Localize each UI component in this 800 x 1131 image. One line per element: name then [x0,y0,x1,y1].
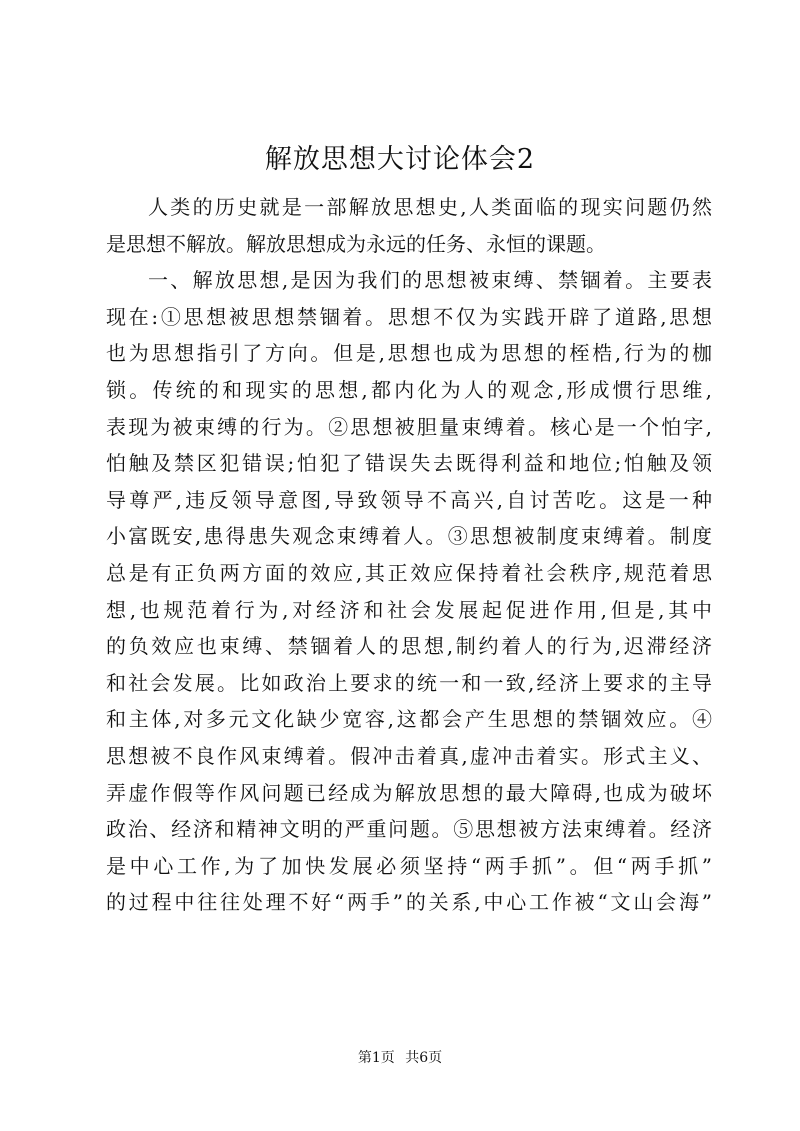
text-line: 是中心工作,为了加快发展必须坚持“两手抓”。但“两手抓” [106,853,712,878]
text-line: 和社会发展。比如政治上要求的统一和一致,经济上要求的主导 [106,670,712,695]
text-line: 政治、经济和精神文明的严重问题。⑤思想被方法束缚着。经济 [106,817,712,842]
text-line: 现在:①思想被思想禁锢着。思想不仅为实践开辟了道路,思想 [106,304,712,329]
text-line: 锁。传统的和现实的思想,都内化为人的观念,形成惯行思维, [106,377,712,402]
text-line: 人类的历史就是一部解放思想史,人类面临的现实问题仍然 [148,195,712,219]
text-line: 总是有正负两方面的效应,其正效应保持着社会秩序,规范着思 [106,560,712,585]
document-title: 解放思想大讨论体会2 [264,144,536,175]
page-total: 共6页 [405,1050,443,1066]
text-line: 怕触及禁区犯错误;怕犯了错误失去既得利益和地位;怕触及领 [106,451,712,476]
text-line: 小富既安,患得患失观念束缚着人。③思想被制度束缚着。制度 [106,524,712,549]
page-number: 第1页 [357,1050,395,1066]
page-footer [0,1048,800,1068]
text-line: 也为思想指引了方向。但是,思想也成为思想的桎梏,行为的枷 [106,341,712,366]
text-line: 一、解放思想,是因为我们的思想被束缚、禁锢着。主要表 [148,268,712,293]
text-line: 想,也规范着行为,对经济和社会发展起促进作用,但是,其中 [106,597,712,622]
text-line: 弄虚作假等作风问题已经成为解放思想的最大障碍,也成为破坏 [106,780,712,805]
text-line: 思想被不良作风束缚着。假冲击着真,虚冲击着实。形式主义、 [106,743,712,768]
text-line: 表现为被束缚的行为。②思想被胆量束缚着。核心是一个怕字, [106,414,712,439]
text-line: 是思想不解放。解放思想成为永远的任务、永恒的课题。 [106,231,606,256]
text-line: 的过程中往往处理不好“两手”的关系,中心工作被“文山会海” [106,890,712,915]
text-line: 的负效应也束缚、禁锢着人的思想,制约着人的行为,迟滞经济 [106,634,712,659]
text-line: 导尊严,违反领导意图,导致领导不高兴,自讨苦吃。这是一种 [106,487,712,512]
text-line: 和主体,对多元文化缺少宽容,这都会产生思想的禁锢效应。④ [106,707,712,732]
document-body [106,189,712,921]
